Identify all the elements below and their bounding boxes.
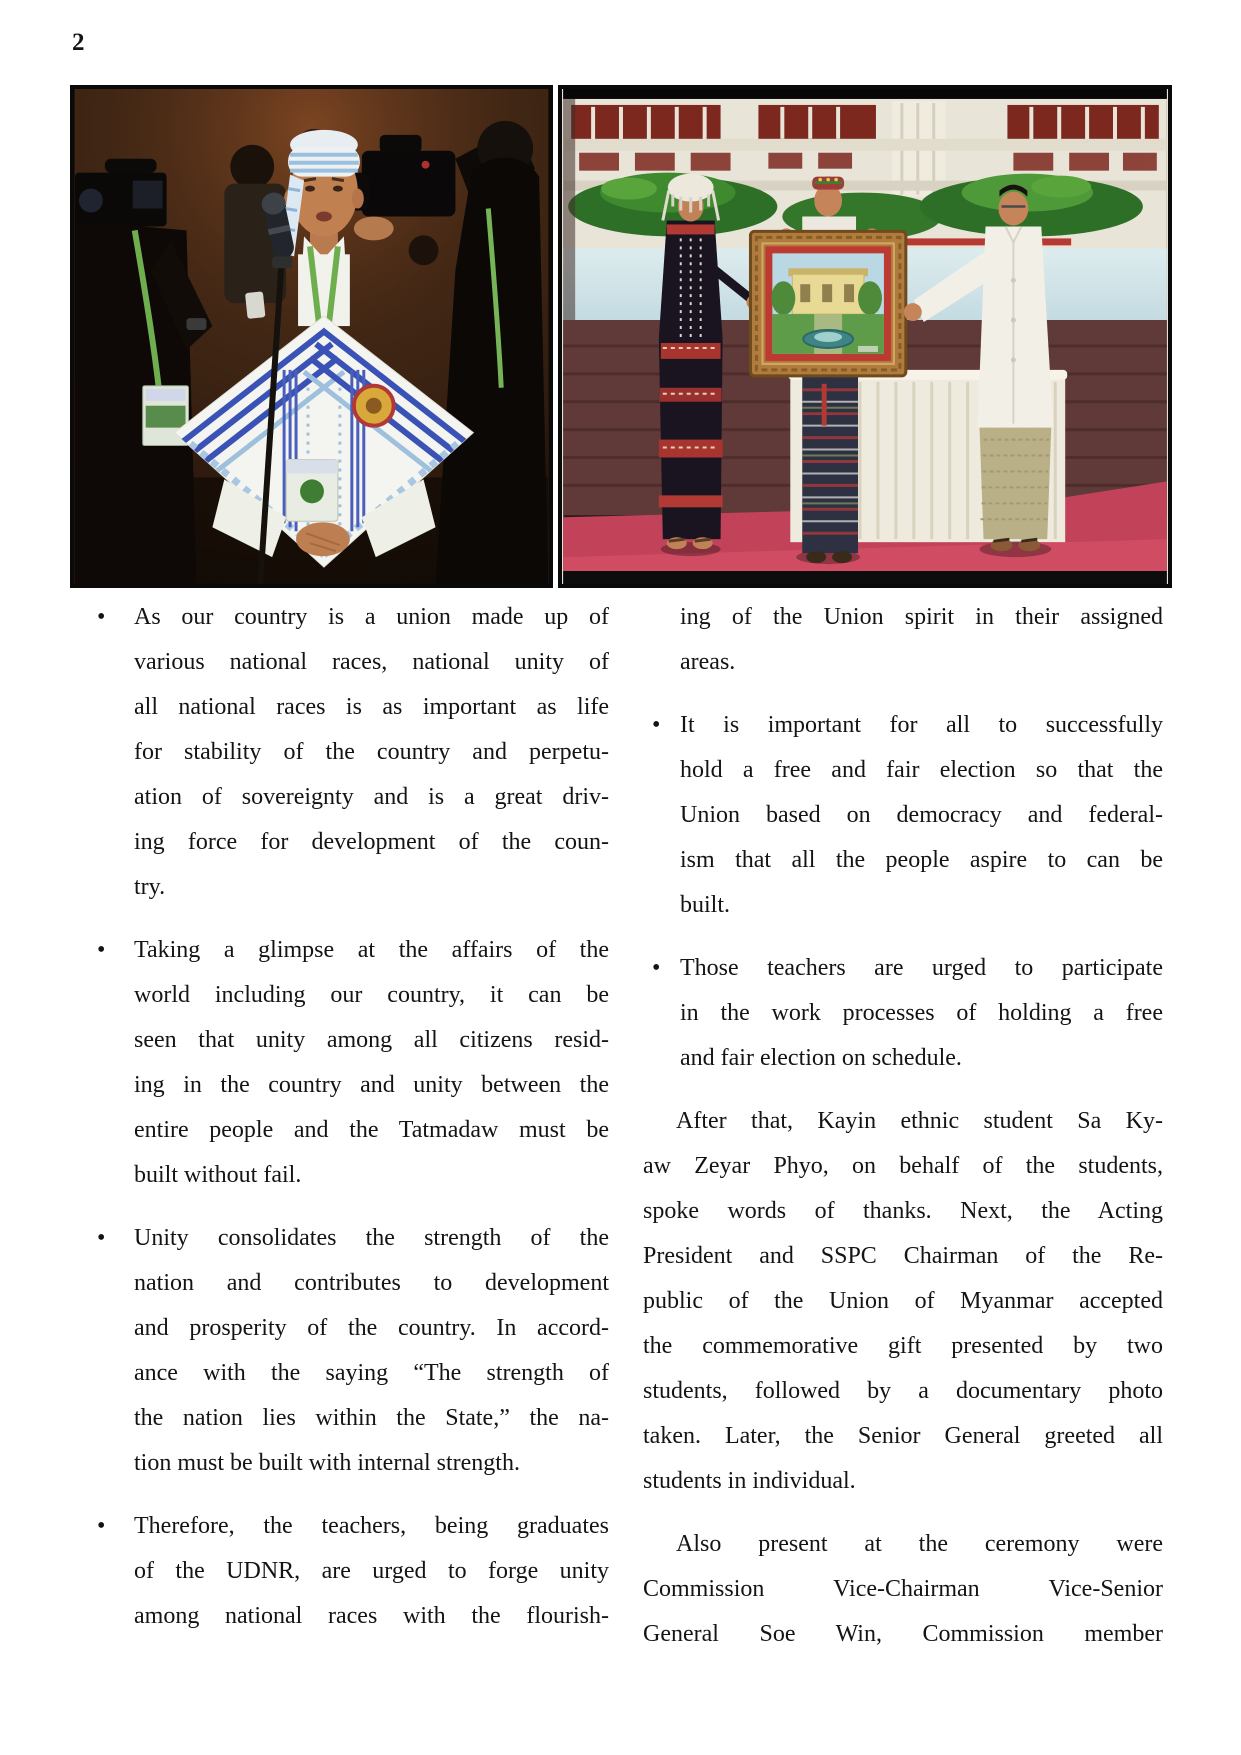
text-line: the nation lies within the State,” the na-	[134, 1405, 609, 1431]
bullet-item	[88, 595, 609, 910]
text-line: ing in the country and unity between the	[134, 1072, 609, 1098]
text-line: ing of the Union spirit in their assigned	[680, 604, 1163, 630]
text-line: aw Zeyar Phyo, on behalf of the students,	[643, 1153, 1163, 1179]
text-line: As our country is a union made up of	[134, 604, 609, 630]
paragraph	[643, 1099, 1163, 1504]
text-line: try.	[134, 874, 166, 900]
text-line: After that, Kayin ethnic student Sa Ky-	[676, 1108, 1163, 1134]
text-line: Therefore, the teachers, being graduates	[134, 1513, 609, 1539]
photo-left-illustration	[74, 89, 549, 584]
text-line: for stability of the country and perpetu-	[134, 739, 609, 765]
text-line: General Soe Win, Commission member	[643, 1621, 1163, 1647]
text-line: taken. Later, the Senior General greeted all	[643, 1423, 1163, 1449]
text-line: Commission Vice-Chairman Vice-Senior	[643, 1576, 1163, 1602]
text-line: public of the Union of Myanmar accepted	[643, 1288, 1163, 1314]
text-line: It is important for all to successfully	[680, 712, 1163, 738]
text-line: various national races, national unity of	[134, 649, 609, 675]
bullet-marker: •	[652, 712, 661, 738]
text-line: seen that unity among all citizens resid-	[134, 1027, 609, 1053]
text-line: entire people and the Tatmadaw must be	[134, 1117, 609, 1143]
text-line: tion must be built with internal strength.	[134, 1450, 520, 1476]
text-line: in the work processes of holding a free	[680, 1000, 1163, 1026]
text-line: built.	[680, 892, 731, 918]
column-left	[88, 595, 609, 1657]
bullet-marker: •	[97, 604, 106, 630]
bullet-item	[643, 703, 1163, 928]
text-line: areas.	[680, 649, 736, 675]
text-line: Union based on democracy and federal-	[680, 802, 1163, 828]
bullet-item	[643, 946, 1163, 1081]
text-line: Unity consolidates the strength of the	[134, 1225, 609, 1251]
photo-gift-presentation	[558, 85, 1172, 588]
text-line: spoke words of thanks. Next, the Acting	[643, 1198, 1163, 1224]
text-line: ism that all the people aspire to can be	[680, 847, 1163, 873]
text-line: all national races is as important as life	[134, 694, 609, 720]
bullet-marker: •	[97, 1513, 106, 1539]
photo-student-speaking	[70, 85, 553, 588]
paragraph	[643, 1522, 1163, 1657]
bullet-marker: •	[97, 937, 106, 963]
text-line: President and SSPC Chairman of the Re-	[643, 1243, 1163, 1269]
text-line: among national races with the flourish-	[134, 1603, 609, 1629]
text-line: of the UDNR, are urged to forge unity	[134, 1558, 609, 1584]
text-line: ance with the saying “The strength of	[134, 1360, 609, 1386]
continuation-paragraph	[643, 595, 1163, 685]
photo-right-illustration	[562, 89, 1168, 584]
bullet-item	[88, 1216, 609, 1486]
bullet-item	[88, 1504, 609, 1639]
text-line: Those teachers are urged to participate	[680, 955, 1163, 981]
text-line: built without fail.	[134, 1162, 302, 1188]
text-line: Taking a glimpse at the affairs of the	[134, 937, 609, 963]
text-line: the commemorative gift presented by two	[643, 1333, 1163, 1359]
text-line: nation and contributes to development	[134, 1270, 609, 1296]
text-line: and fair election on schedule.	[680, 1045, 962, 1071]
gift-painting-frame	[750, 231, 905, 375]
stage-edge-shadow	[563, 571, 1167, 584]
text-line: ation of sovereignty and is a great driv-	[134, 784, 609, 810]
bullet-item	[88, 928, 609, 1198]
text-line: and prosperity of the country. In accord-	[134, 1315, 609, 1341]
text-line: Also present at the ceremony were	[676, 1531, 1163, 1557]
text-line: students in individual.	[643, 1468, 856, 1494]
column-right	[643, 595, 1163, 1675]
text-line: world including our country, it can be	[134, 982, 609, 1008]
text-line: ing force for development of the coun-	[134, 829, 609, 855]
bullet-marker: •	[652, 955, 661, 981]
text-line: hold a free and fair election so that the	[680, 757, 1163, 783]
bullet-marker: •	[97, 1225, 106, 1251]
page-number: 2	[72, 29, 85, 56]
text-line: students, followed by a documentary photo	[643, 1378, 1163, 1404]
